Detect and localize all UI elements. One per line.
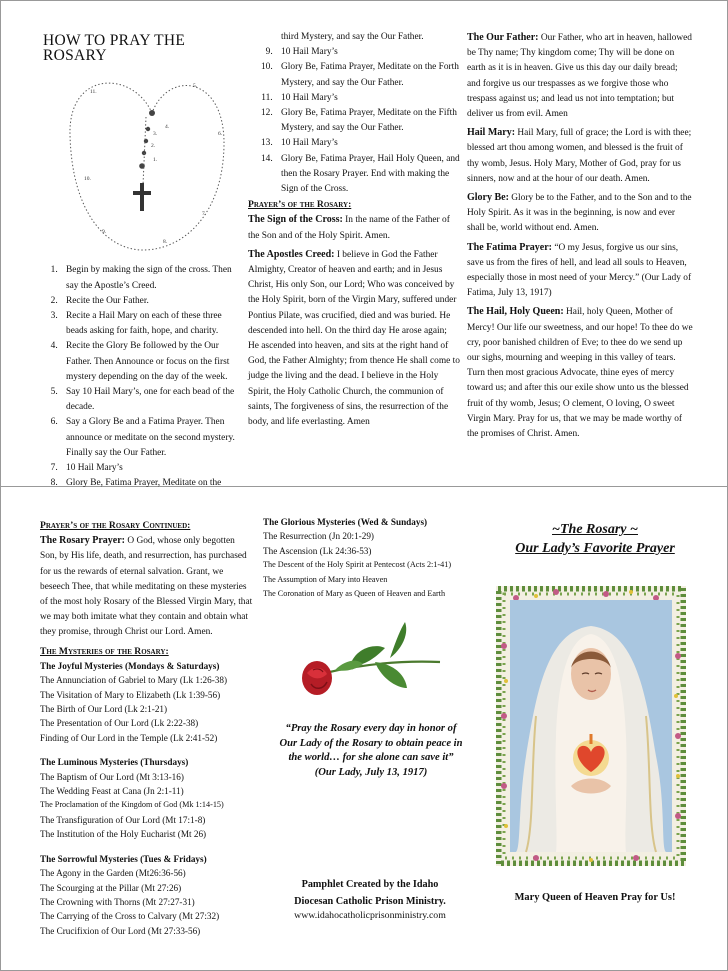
- pamphlet-credit: Pamphlet Created by the Idaho Diocesan Catholic Prison Ministry. www.idahocatholicprisonministry.com: [294, 879, 446, 921]
- step-item: 6. Say a Glory Be and a Fatima Prayer. Then announce or meditate on the second mystery. Finally say the Our Father.: [60, 415, 245, 461]
- mystery-item: The Assumption of Mary into Heaven: [263, 574, 388, 584]
- mysteries-column-a: [40, 518, 254, 938]
- hail-holy-queen-prayer: The Hail, Holy Queen: Hail, holy Queen, Mother of Mercy! Our life our sweetness, and our hope! To thee do we cry, poor banished children of Eve; to thee do we send up our sighs, mourning and weeping in this valley of tears. Turn then most gracious Advocate, thine eyes of mercy toward us; and after this our exile show unto us the blessed fruit of thy womb, Jesus; O clement, O loving, O sweet Virgin Mary. Pray for us, that we may be made worthy of the promises of Christ. Amen.: [467, 306, 693, 440]
- bead-number: 4.: [165, 124, 170, 131]
- bead-number: 9.: [102, 229, 107, 236]
- bead-number: 8.: [163, 239, 168, 246]
- mystery-item: The Transfiguration of Our Lord (Mt 17:1-8): [40, 814, 206, 825]
- mystery-item: The Resurrection (Jn 20:1-29): [263, 531, 374, 542]
- mystery-item: The Institution of the Holy Eucharist (Mt 26): [40, 829, 207, 840]
- step-item: 12. Glory Be, Fatima Prayer, Meditate on the Fifth Mystery, and say the Our Father.: [275, 106, 460, 136]
- step-item: 11. 10 Hail Mary’s: [275, 91, 460, 106]
- step-item: 4. Recite the Glory Be followed by the Our Father. Then Announce or focus on the first mystery depending on the day of the week.: [60, 339, 245, 385]
- mystery-item: The Descent of the Holy Spirit at Pentecost (Acts 2:1-41): [263, 560, 452, 570]
- prayers-column-a: [248, 30, 460, 433]
- mysteries-heading: The Mysteries of the Rosary:: [40, 645, 169, 657]
- step-continuation: third Mystery, and say the Our Father.: [281, 32, 424, 42]
- mystery-item: The Presentation of Our Lord (Lk 2:22-38): [40, 718, 199, 729]
- bead-number: 1.: [153, 157, 158, 164]
- rosary-quote: “Pray the Rosary every day in honor of Our Lady of the Rosary to obtain peace in the world… for she alone can save it” (Our Lady, July 13, 1917): [279, 723, 463, 778]
- apostles-creed-prayer: The Apostles Creed: I believe in God the Father Almighty, Creator of heaven and earth; and in Jesus Christ, His only Son, our Lord; Who was conceived by the Holy Spirit, born of the Virgin Mary, suffered under Pontius Pilate, was crucified, died and was buried. He descended into hell. On the third day He arose again; He ascended into heaven, and sits at the right hand of God, the Father Almighty; from thence He shall come to judge the living and the dead. I believe in the Holy Spirit, the Holy Catholic Church, the communion of saints, The forgiveness of sins, the resurrection of the body, and life everlasting. Amen: [248, 248, 460, 428]
- steps-list-a: [30, 263, 245, 491]
- mysteries-column-b: [263, 515, 478, 601]
- how-to-column: [30, 33, 245, 491]
- sorrowful-mysteries: [40, 852, 254, 938]
- mystery-item: The Scourging at the Pillar (Mt 27:26): [40, 882, 182, 893]
- joyful-title: The Joyful Mysteries (Mondays & Saturdays): [40, 660, 220, 671]
- mystery-item: The Proclamation of the Kingdom of God (Mk 1:14-15): [40, 800, 224, 810]
- step-item: 10. Glory Be, Fatima Prayer, Meditate on the Forth Mystery, and say the Our Father.: [275, 60, 460, 90]
- mystery-item: The Crucifixion of Our Lord (Mt 27:33-56): [40, 925, 201, 936]
- bead-number: 2.: [151, 143, 156, 150]
- prayers-column-b: [467, 30, 693, 445]
- crucifix-icon: [133, 183, 151, 211]
- step-item: 8. Glory Be, Fatima Prayer, Meditate on the: [60, 476, 245, 491]
- rose-flower-icon: [302, 661, 332, 695]
- step-item: 7. 10 Hail Mary’s: [60, 461, 245, 476]
- glorious-title: The Glorious Mysteries (Wed & Sundays): [263, 517, 428, 527]
- step-item: 1. Begin by making the sign of the cross. Then say the Apostle’s Creed.: [60, 263, 245, 293]
- joyful-mysteries: [40, 659, 254, 745]
- mystery-item: The Annunciation of Gabriel to Mary (Lk 1:26-38): [40, 675, 228, 686]
- our-father-prayer: The Our Father: Our Father, who art in heaven, hallowed be Thy name; Thy kingdom come; Thy will be done on earth as it is in heaven. Give us this day our daily bread; and forgive us our trespasses as we forgive those who trespass against us; and lead us not into temptation; but deliver us from evil. Amen: [467, 32, 692, 120]
- step-item: 2. Recite the Our Father.: [60, 294, 245, 309]
- page-title: HOW TO PRAY THE ROSARY: [43, 32, 186, 65]
- hail-mary-prayer: Hail Mary: Hail Mary, full of grace; the Lord is with thee; blessed art thou among women, and blessed is the fruit of thy womb, Jesus. Holy Mary, Mother of God, pray for us sinners, now and at the hour of our death. Amen.: [467, 127, 692, 184]
- prayers-heading: Prayer’s of the Rosary:: [248, 199, 352, 211]
- step-item: 14. Glory Be, Fatima Prayer, Hail Holy Queen, and then the Rosary Prayer. End with making the Sign of the Cross.: [275, 152, 460, 198]
- mystery-item: The Baptism of Our Lord (Mt 3:13-16): [40, 771, 184, 782]
- steps-list-b: [248, 45, 460, 197]
- step-item: 3. Recite a Hail Mary on each of these three beads asking for faith, hope, and charity.: [60, 309, 245, 339]
- step-item: 5. Say 10 Hail Mary’s, one for each bead of the decade.: [60, 385, 245, 415]
- mystery-item: The Agony in the Garden (Mt26:36-56): [40, 868, 186, 879]
- cover-title: ~The Rosary ~ Our Lady’s Favorite Prayer: [515, 522, 675, 556]
- bead-number: 10.: [84, 176, 91, 183]
- glory-be-prayer: Glory Be: Glory be to the Father, and to the Son and to the Holy Spirit. As it was in the beginning, is now and ever shall be, world without end. Amen.: [467, 192, 692, 234]
- mystery-item: Finding of Our Lord in the Temple (Lk 2:41-52): [40, 732, 218, 743]
- fatima-prayer: The Fatima Prayer: “O my Jesus, forgive us our sins, save us from the fires of hell, and lead all souls to Heaven, especially those in most need of your Mercy.” (Our Lady of Fatima, July 13, 1917): [467, 241, 692, 299]
- bead-number: 5.: [193, 83, 198, 90]
- bead-number: 7.: [202, 211, 207, 218]
- continued-heading: Prayer’s of the Rosary Continued:: [40, 520, 191, 531]
- bead-number: 6.: [218, 131, 223, 138]
- cover-caption: Mary Queen of Heaven Pray for Us!: [514, 892, 676, 903]
- mystery-item: The Carrying of the Cross to Calvary (Mt 27:32): [40, 911, 220, 922]
- mystery-item: The Ascension (Lk 24:36-53): [263, 545, 372, 556]
- mystery-item: The Visitation of Mary to Elizabeth (Lk 1:39-56): [40, 689, 221, 700]
- step-item: 9. 10 Hail Mary’s: [275, 45, 460, 60]
- rosary-illustration: [48, 65, 238, 260]
- mystery-item: The Crowning with Thorns (Mt 27:27-31): [40, 896, 195, 907]
- glorious-mysteries: [263, 515, 478, 601]
- sorrowful-title: The Sorrowful Mysteries (Tues & Fridays): [40, 853, 207, 864]
- bead-number: 3.: [153, 131, 158, 138]
- bead-number: 11.: [90, 89, 97, 96]
- mystery-item: The Coronation of Mary as Queen of Heaven and Earth: [263, 589, 446, 599]
- step-item: 13. 10 Hail Mary’s: [275, 136, 460, 151]
- mary-image: [496, 586, 686, 866]
- luminous-title: The Luminous Mysteries (Thursdays): [40, 757, 189, 768]
- mystery-item: The Birth of Our Lord (Lk 2:1-21): [40, 704, 168, 715]
- sign-of-cross-prayer: The Sign of the Cross: In the name of the Father of the Son and of the Holy Spirit. Amen.: [248, 214, 450, 241]
- rosary-prayer: The Rosary Prayer: O God, whose only begotten Son, by His life, death, and resurrection, has purchased for us the rewards of eternal salvation. Grant, we beseech Thee, that while meditating on these mysteries of the most holy Rosary of the Blessed Virgin Mary, that we may both imitate what they contain and obtain what they promise, through Christ our Lord. Amen.: [40, 535, 253, 638]
- rose-illustration: [295, 618, 445, 713]
- luminous-mysteries: [40, 755, 254, 841]
- mystery-item: The Wedding Feast at Cana (Jn 2:1-11): [40, 786, 184, 797]
